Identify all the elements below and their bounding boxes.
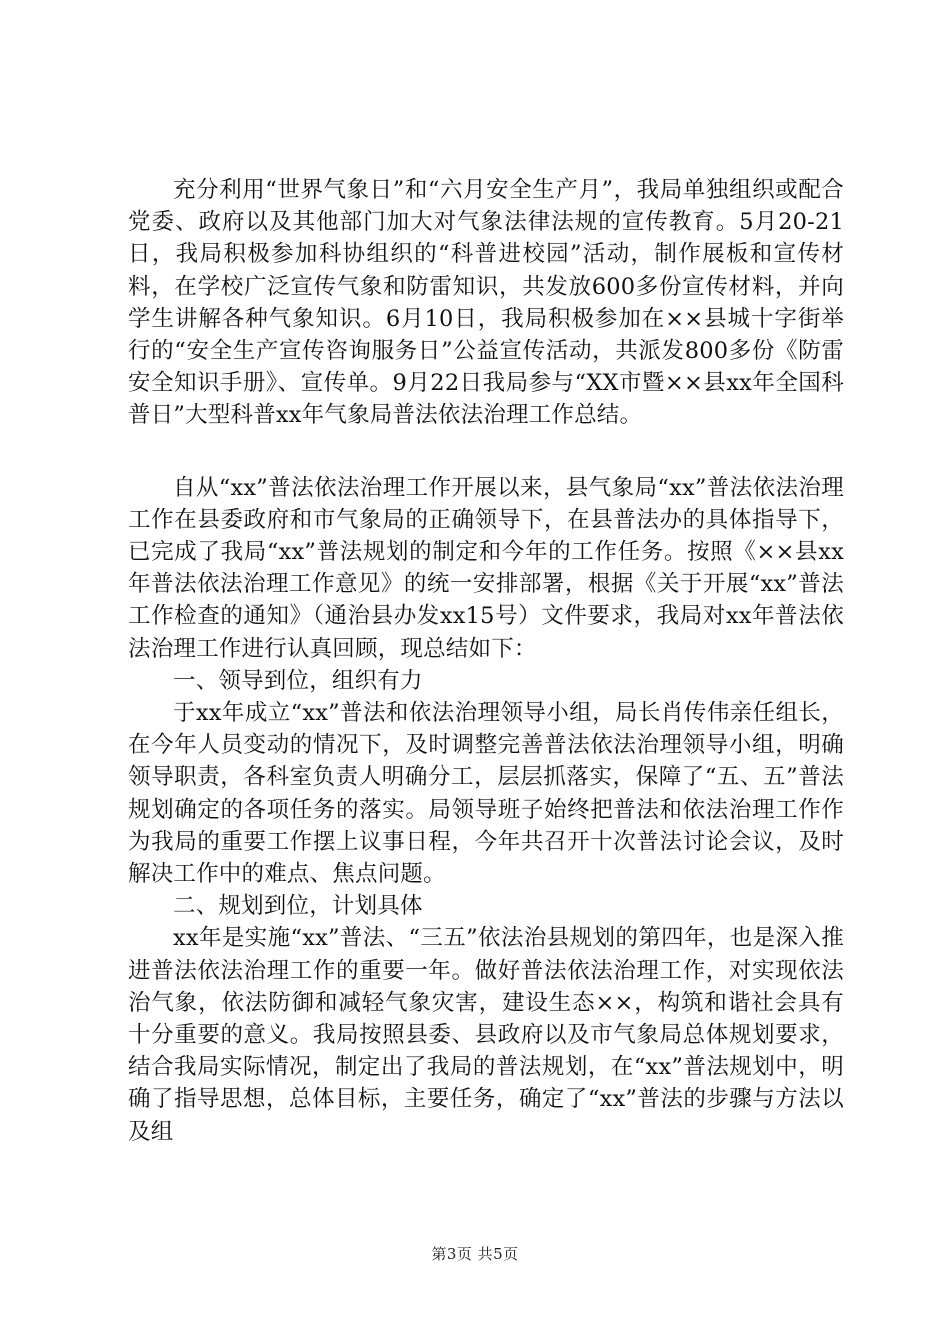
page-number: 第3页 共5页	[431, 1245, 519, 1263]
section-heading-leadership: 一、领导到位，组织有力	[173, 667, 423, 694]
document-body	[128, 174, 844, 1148]
paragraph-leadership: 于xx年成立“xx”普法和依法治理领导小组，局长肖传伟亲任组长，在今年人员变动的情况下，及时调整完善普法依法治理领导小组，明确领导职责，各科室负责人明确分工，层层抓落实，保障了“五、五”普法规划确定的各项任务的落实。局领导班子始终把普法和依法治理工作作为我局的重要工作摆上议事日程，今年共召开十次普法讨论会议，及时解决工作中的难点、焦点问题。	[128, 700, 844, 888]
section-heading-planning: 二、规划到位，计划具体	[173, 893, 423, 920]
paragraph-planning: xx年是实施“xx”普法、“三五”依法治县规划的第四年，也是深入推进普法依法治理工作的重要一年。做好普法依法治理工作，对实现依法治气象，依法防御和减轻气象灾害，建设生态××，构筑和谐社会具有十分重要的意义。我局按照县委、县政府以及市气象局总体规划要求，结合我局实际情况，制定出了我局的普法规划，在“xx”普法规划中，明确了指导思想，总体目标，主要任务，确定了“xx”普法的步骤与方法以及组	[128, 925, 844, 1145]
paragraph-publicity: 充分利用“世界气象日”和“六月安全生产月”，我局单独组织或配合党委、政府以及其他部门加大对气象法律法规的宣传教育。5月20-21日，我局积极参加科协组织的“科普进校园”活动，制作展板和宣传材料，在学校广泛宣传气象和防雷知识，共发放600多份宣传材料，并向学生讲解各种气象知识。6月10日，我局积极参加在××县城十字街举行的“安全生产宣传咨询服务日”公益宣传活动，共派发800多份《防雷安全知识手册》、宣传单。9月22日我局参与“XX市暨××县xx年全国科普日”大型科普xx年气象局普法依法治理工作总结。	[128, 177, 844, 429]
paragraph-gap	[128, 432, 844, 472]
paragraph-intro: 自从“xx”普法依法治理工作开展以来，县气象局“xx”普法依法治理工作在县委政府和市气象局的正确领导下，在县普法办的具体指导下，已完成了我局“xx”普法规划的制定和今年的工作任务。按照《××县xx年普法依法治理工作意见》的统一安排部署，根据《关于开展“xx”普法工作检查的通知》（通治县办发xx15号）文件要求，我局对xx年普法依法治理工作进行认真回顾，现总结如下：	[128, 474, 844, 662]
